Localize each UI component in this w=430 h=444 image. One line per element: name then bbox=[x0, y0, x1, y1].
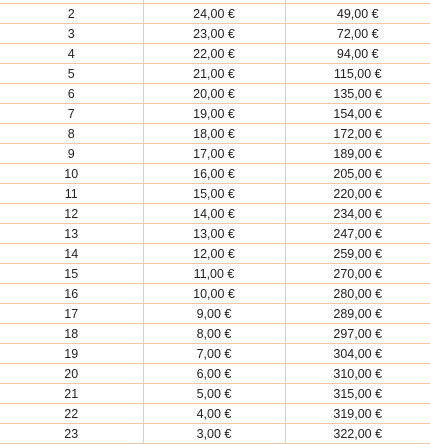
table-row bbox=[0, 164, 430, 184]
cumulative-total-cell: 310,00 € bbox=[285, 364, 430, 384]
cumulative-total-cell: 304,00 € bbox=[285, 344, 430, 364]
cumulative-total-cell: 280,00 € bbox=[285, 284, 430, 304]
unit-price-cell: 16,00 € bbox=[143, 164, 285, 184]
cumulative-total-cell: 319,00 € bbox=[285, 404, 430, 424]
table-row bbox=[0, 244, 430, 264]
row-number-cell: 9 bbox=[0, 144, 143, 164]
unit-price-cell: 14,00 € bbox=[143, 204, 285, 224]
unit-price-cell: 12,00 € bbox=[143, 244, 285, 264]
unit-price-cell: 15,00 € bbox=[143, 184, 285, 204]
table-row bbox=[0, 324, 430, 344]
table-row bbox=[0, 64, 430, 84]
cumulative-total-cell: 115,00 € bbox=[285, 64, 430, 84]
table-row bbox=[0, 184, 430, 204]
unit-price-cell: 21,00 € bbox=[143, 64, 285, 84]
unit-price-cell: 8,00 € bbox=[143, 324, 285, 344]
cumulative-total-cell: 270,00 € bbox=[285, 264, 430, 284]
unit-price-cell: 7,00 € bbox=[143, 344, 285, 364]
table-row bbox=[0, 284, 430, 304]
row-number-cell: 15 bbox=[0, 264, 143, 284]
table-row bbox=[0, 344, 430, 364]
row-number-cell: 19 bbox=[0, 344, 143, 364]
cumulative-total-cell: 154,00 € bbox=[285, 104, 430, 124]
row-number-cell: 8 bbox=[0, 124, 143, 144]
unit-price-cell: 24,00 € bbox=[143, 4, 285, 24]
cumulative-total-cell: 205,00 € bbox=[285, 164, 430, 184]
cumulative-total-cell: 234,00 € bbox=[285, 204, 430, 224]
table-row bbox=[0, 264, 430, 284]
table-row bbox=[0, 24, 430, 44]
unit-price-cell: 13,00 € bbox=[143, 224, 285, 244]
row-number-cell: 7 bbox=[0, 104, 143, 124]
table-row bbox=[0, 4, 430, 24]
row-number-cell: 13 bbox=[0, 224, 143, 244]
row-number-cell: 12 bbox=[0, 204, 143, 224]
row-number-cell: 6 bbox=[0, 84, 143, 104]
unit-price-cell: 22,00 € bbox=[143, 44, 285, 64]
cumulative-total-cell: 172,00 € bbox=[285, 124, 430, 144]
cumulative-total-cell: 259,00 € bbox=[285, 244, 430, 264]
unit-price-cell: 9,00 € bbox=[143, 304, 285, 324]
cumulative-total-cell: 247,00 € bbox=[285, 224, 430, 244]
unit-price-cell: 17,00 € bbox=[143, 144, 285, 164]
table-row bbox=[0, 84, 430, 104]
table-row bbox=[0, 364, 430, 384]
cumulative-total-cell: 297,00 € bbox=[285, 324, 430, 344]
unit-price-cell: 3,00 € bbox=[143, 424, 285, 444]
cumulative-total-cell: 289,00 € bbox=[285, 304, 430, 324]
row-number-cell: 10 bbox=[0, 164, 143, 184]
row-number-cell: 2 bbox=[0, 4, 143, 24]
row-number-cell: 23 bbox=[0, 424, 143, 444]
cumulative-total-cell: 135,00 € bbox=[285, 84, 430, 104]
unit-price-cell: 6,00 € bbox=[143, 364, 285, 384]
unit-price-cell: 5,00 € bbox=[143, 384, 285, 404]
row-number-cell: 3 bbox=[0, 24, 143, 44]
table-row bbox=[0, 424, 430, 444]
row-number-cell: 18 bbox=[0, 324, 143, 344]
unit-price-cell: 10,00 € bbox=[143, 284, 285, 304]
cumulative-total-cell: 189,00 € bbox=[285, 144, 430, 164]
unit-price-cell: 11,00 € bbox=[143, 264, 285, 284]
row-number-cell: 17 bbox=[0, 304, 143, 324]
cumulative-total-cell: 220,00 € bbox=[285, 184, 430, 204]
cumulative-total-cell: 49,00 € bbox=[285, 4, 430, 24]
table-row bbox=[0, 384, 430, 404]
table-row bbox=[0, 224, 430, 244]
cumulative-total-cell: 315,00 € bbox=[285, 384, 430, 404]
table-row bbox=[0, 204, 430, 224]
table-row bbox=[0, 304, 430, 324]
row-number-cell: 20 bbox=[0, 364, 143, 384]
table-row bbox=[0, 44, 430, 64]
unit-price-cell: 4,00 € bbox=[143, 404, 285, 424]
unit-price-cell: 18,00 € bbox=[143, 124, 285, 144]
table-row bbox=[0, 404, 430, 424]
row-number-cell: 22 bbox=[0, 404, 143, 424]
table-row bbox=[0, 144, 430, 164]
cumulative-total-cell: 322,00 € bbox=[285, 424, 430, 444]
row-number-cell: 5 bbox=[0, 64, 143, 84]
table-row bbox=[0, 104, 430, 124]
row-number-cell: 4 bbox=[0, 44, 143, 64]
row-number-cell: 14 bbox=[0, 244, 143, 264]
row-number-cell: 21 bbox=[0, 384, 143, 404]
cumulative-total-cell: 94,00 € bbox=[285, 44, 430, 64]
table-row bbox=[0, 124, 430, 144]
row-number-cell: 16 bbox=[0, 284, 143, 304]
unit-price-cell: 19,00 € bbox=[143, 104, 285, 124]
row-number-cell: 11 bbox=[0, 184, 143, 204]
unit-price-cell: 23,00 € bbox=[143, 24, 285, 44]
unit-price-cell: 20,00 € bbox=[143, 84, 285, 104]
cumulative-total-cell: 72,00 € bbox=[285, 24, 430, 44]
